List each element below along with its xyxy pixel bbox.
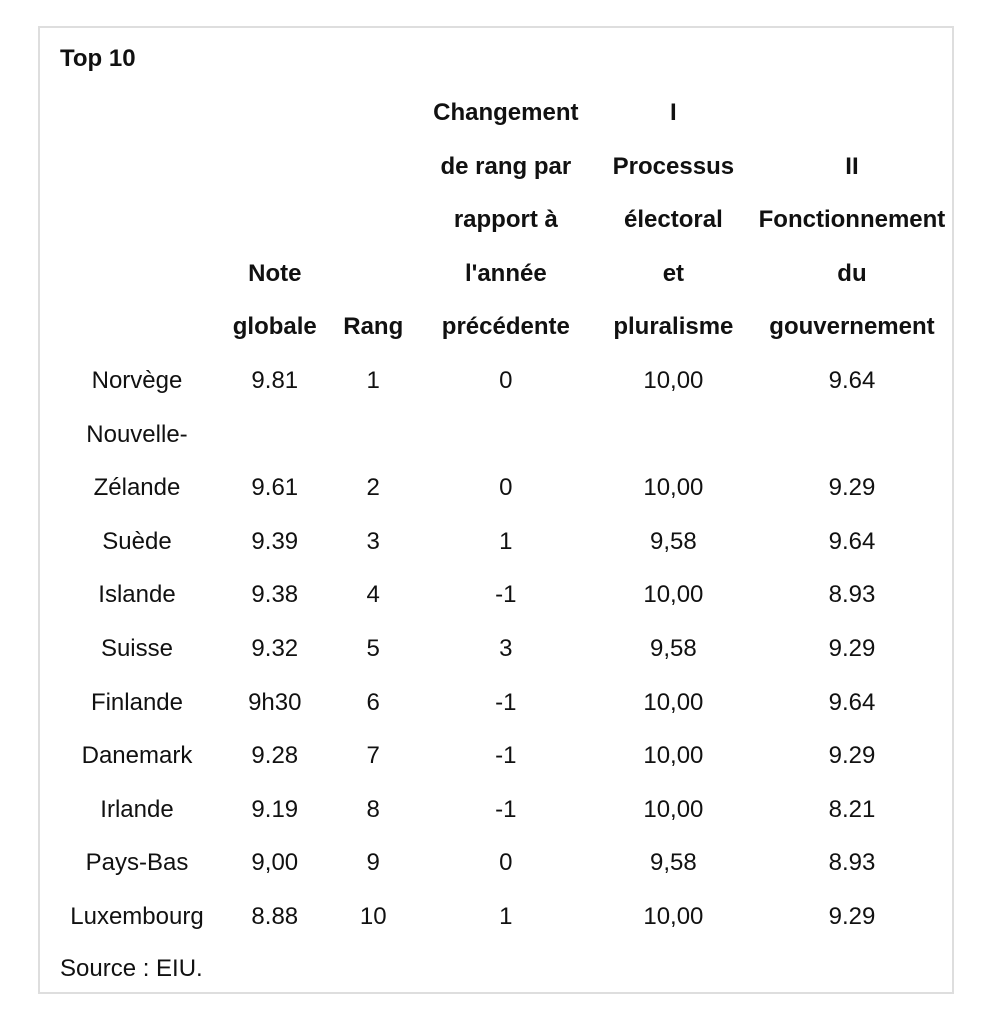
cell-fonctionnement: 9.64 <box>828 688 876 716</box>
cell-change: -1 <box>495 742 517 770</box>
header-line: Processus <box>612 152 735 180</box>
table-row <box>54 408 952 515</box>
cell-fonctionnement: 9.29 <box>828 902 876 930</box>
cell-note: 9h30 <box>248 688 302 716</box>
cell-country: Suisse <box>100 634 173 662</box>
header-line: précédente <box>441 313 570 341</box>
cell-rang: 4 <box>366 581 380 609</box>
header-line: électoral <box>624 206 723 234</box>
header-line: Changement <box>433 99 579 126</box>
cell-note: 9.19 <box>251 795 299 823</box>
cell-change: 3 <box>499 634 513 662</box>
header-line: I <box>670 99 677 126</box>
cell-processus: 9,58 <box>650 849 697 877</box>
header-line: de rang par <box>440 152 572 180</box>
cell-note: 9.28 <box>251 742 299 770</box>
cell-country: Irlande <box>100 795 174 823</box>
header-fonctionnement-gouvernement <box>752 86 952 354</box>
cell-country: Suède <box>102 527 172 555</box>
table-row <box>54 729 952 783</box>
table-row <box>54 515 952 569</box>
header-line: globale <box>232 313 317 341</box>
cell-change: 1 <box>499 902 513 930</box>
cell-note: 9.81 <box>251 366 299 394</box>
cell-country: Norvège <box>91 366 183 394</box>
header-line: Note <box>248 259 302 287</box>
header-rang <box>330 86 417 354</box>
cell-country: Finlande <box>90 688 183 716</box>
cell-country: Nouvelle- Zélande <box>86 420 188 502</box>
cell-country: Islande <box>98 581 176 609</box>
cell-change: 1 <box>499 527 513 555</box>
table-container <box>38 26 954 994</box>
cell-note: 9.39 <box>251 527 299 555</box>
cell-rang: 2 <box>366 474 380 502</box>
cell-change: 0 <box>499 474 513 502</box>
cell-rang: 1 <box>366 366 380 394</box>
header-line: Rang <box>343 313 404 341</box>
cell-fonctionnement: 8.93 <box>828 849 876 877</box>
header-processus-electoral <box>595 86 752 354</box>
cell-rang: 9 <box>366 849 380 877</box>
header-line: et <box>662 259 685 287</box>
cell-processus: 10,00 <box>643 742 704 770</box>
cell-rang: 5 <box>366 634 380 662</box>
source-note: Source : EIU. <box>60 955 203 982</box>
table-title: Top 10 <box>60 45 136 72</box>
cell-fonctionnement: 9.29 <box>828 474 876 502</box>
cell-change: -1 <box>495 581 517 609</box>
header-line: gouvernement <box>769 313 935 341</box>
cell-rang: 10 <box>359 902 387 930</box>
cell-processus: 10,00 <box>643 902 704 930</box>
cell-note: 8.88 <box>251 902 299 930</box>
cell-country: Pays-Bas <box>85 849 189 877</box>
header-note-globale <box>220 86 330 354</box>
header-row <box>54 86 952 354</box>
header-country <box>54 86 220 354</box>
cell-fonctionnement: 9.64 <box>828 527 876 555</box>
cell-fonctionnement: 9.64 <box>828 366 876 394</box>
table-row <box>54 836 952 890</box>
table-row <box>54 568 952 622</box>
cell-note: 9.38 <box>251 581 299 609</box>
cell-rang: 6 <box>366 688 380 716</box>
cell-rang: 8 <box>366 795 380 823</box>
cell-processus: 10,00 <box>643 366 704 394</box>
table-row <box>54 354 952 408</box>
header-line: Fonctionnement <box>758 206 946 234</box>
cell-fonctionnement: 9.29 <box>828 634 876 662</box>
cell-note: 9,00 <box>251 849 299 877</box>
table-row <box>54 783 952 837</box>
cell-processus: 9,58 <box>650 527 697 555</box>
cell-processus: 10,00 <box>643 581 704 609</box>
cell-change: 0 <box>499 366 513 394</box>
cell-fonctionnement: 9.29 <box>828 742 876 770</box>
cell-note: 9.61 <box>251 474 299 502</box>
header-changement-rang <box>417 86 595 354</box>
header-line: pluralisme <box>613 313 734 341</box>
cell-processus: 10,00 <box>643 795 704 823</box>
table-row <box>54 622 952 676</box>
cell-change: -1 <box>495 688 517 716</box>
header-line: rapport à <box>453 206 558 234</box>
table-row <box>54 676 952 730</box>
table-row <box>54 890 952 944</box>
cell-change: 0 <box>499 849 513 877</box>
header-line: II <box>845 152 859 180</box>
cell-processus: 9,58 <box>650 634 697 662</box>
header-line: l'année <box>464 259 547 287</box>
cell-country: Luxembourg <box>70 902 204 930</box>
cell-change: -1 <box>495 795 517 823</box>
header-line: du <box>837 259 867 287</box>
cell-rang: 7 <box>366 742 380 770</box>
cell-processus: 10,00 <box>643 474 704 502</box>
cell-processus: 10,00 <box>643 688 704 716</box>
cell-fonctionnement: 8.93 <box>828 581 876 609</box>
cell-note: 9.32 <box>251 634 299 662</box>
cell-fonctionnement: 8.21 <box>828 795 876 823</box>
cell-rang: 3 <box>366 527 380 555</box>
democracy-index-table <box>54 86 952 944</box>
cell-country: Danemark <box>81 742 193 770</box>
